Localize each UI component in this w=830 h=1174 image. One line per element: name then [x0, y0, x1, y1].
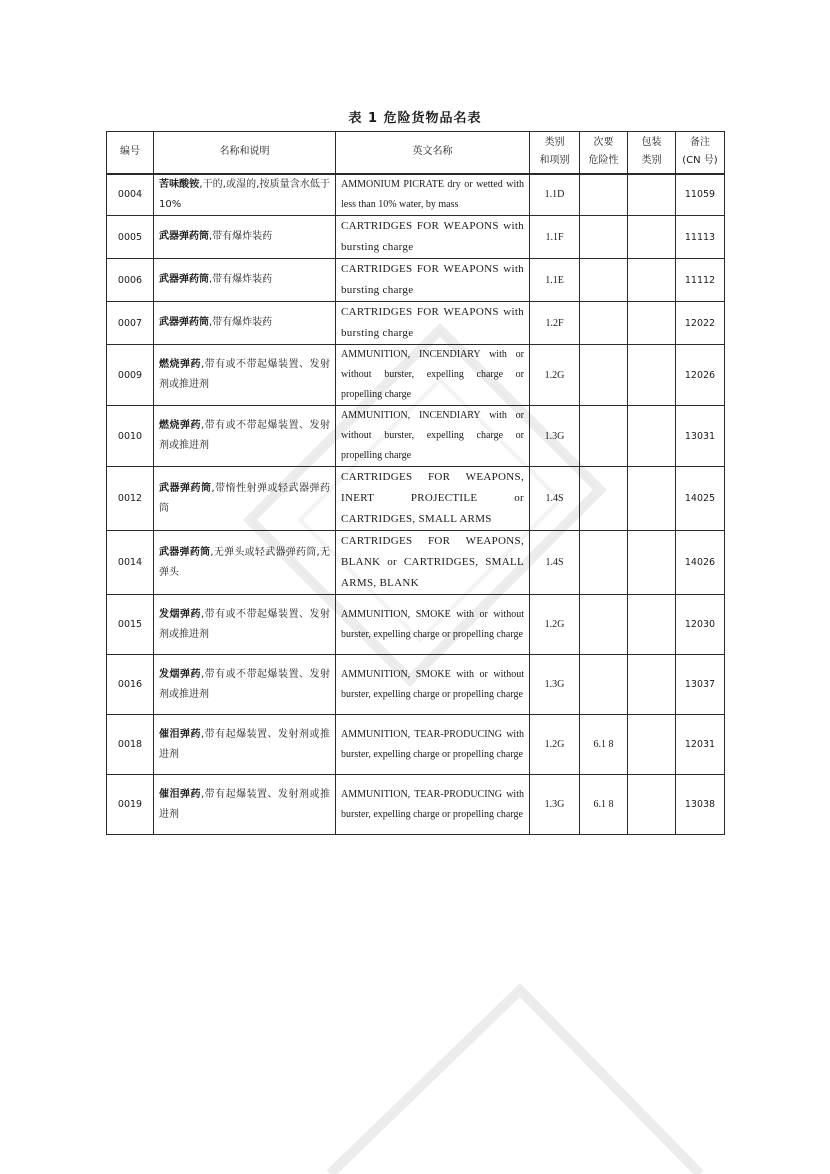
cell-cn-name: 燃烧弹药,带有或不带起爆装置、发射剂或推进剂 [154, 345, 336, 406]
cell-subsidiary [580, 302, 628, 345]
cell-subsidiary [580, 467, 628, 531]
cell-note: 12026 [676, 345, 725, 406]
cell-no: 0016 [107, 655, 154, 715]
cell-note: 12031 [676, 715, 725, 775]
table-row [107, 174, 725, 216]
cell-class: 1.1E [530, 259, 580, 302]
cell-class: 1.3G [530, 655, 580, 715]
cell-no: 0018 [107, 715, 154, 775]
cell-en-name: CARTRIDGES FOR WEAPONS, BLANK or CARTRIDGES, SMALL ARMS, BLANK [336, 531, 530, 595]
table-row [107, 467, 725, 531]
cell-packing [628, 467, 676, 531]
cell-en-name: AMMUNITION, TEAR-PRODUCING with burster, expelling charge or propelling charge [336, 775, 530, 835]
cell-packing [628, 595, 676, 655]
cell-note: 13038 [676, 775, 725, 835]
cell-class: 1.4S [530, 531, 580, 595]
cell-en-name: CARTRIDGES FOR WEAPONS with bursting charge [336, 259, 530, 302]
cell-en-name: CARTRIDGES FOR WEAPONS with bursting charge [336, 302, 530, 345]
cell-subsidiary [580, 406, 628, 467]
table-row [107, 595, 725, 655]
table-row [107, 715, 725, 775]
cell-note: 14025 [676, 467, 725, 531]
cell-subsidiary [580, 216, 628, 259]
cell-cn-name: 武器弹药筒,无弹头或轻武器弹药筒,无弹头 [154, 531, 336, 595]
cell-packing [628, 775, 676, 835]
cell-subsidiary [580, 259, 628, 302]
cell-note: 12022 [676, 302, 725, 345]
cell-subsidiary [580, 595, 628, 655]
cell-no: 0004 [107, 174, 154, 216]
cell-packing [628, 259, 676, 302]
cell-note: 13037 [676, 655, 725, 715]
table-row [107, 655, 725, 715]
cell-class: 1.3G [530, 775, 580, 835]
table-row [107, 531, 725, 595]
cell-subsidiary [580, 174, 628, 216]
table-row [107, 259, 725, 302]
cell-no: 0019 [107, 775, 154, 835]
header-packing: 包装 类别 [628, 132, 676, 174]
cell-cn-name: 武器弹药筒,带有爆炸装药 [154, 259, 336, 302]
cell-en-name: CARTRIDGES FOR WEAPONS with bursting charge [336, 216, 530, 259]
cell-cn-name: 武器弹药筒,带有爆炸装药 [154, 216, 336, 259]
cell-en-name: AMMUNITION, SMOKE with or without burster, expelling charge or propelling charge [336, 655, 530, 715]
cell-class: 1.2F [530, 302, 580, 345]
cell-class: 1.2G [530, 345, 580, 406]
cell-subsidiary [580, 531, 628, 595]
cell-packing [628, 302, 676, 345]
cell-packing [628, 174, 676, 216]
cell-no: 0005 [107, 216, 154, 259]
cell-cn-name: 燃烧弹药,带有或不带起爆装置、发射剂或推进剂 [154, 406, 336, 467]
cell-en-name: CARTRIDGES FOR WEAPONS, INERT PROJECTILE or CARTRIDGES, SMALL ARMS [336, 467, 530, 531]
header-subsidiary: 次要 危险性 [580, 132, 628, 174]
cell-cn-name: 发烟弹药,带有或不带起爆装置、发射剂或推进剂 [154, 655, 336, 715]
cell-en-name: AMMUNITION, INCENDIARY with or without burster, expelling charge or propelling charge [336, 345, 530, 406]
cell-cn-name: 催泪弹药,带有起爆装置、发射剂或推进剂 [154, 775, 336, 835]
cell-note: 12030 [676, 595, 725, 655]
cell-class: 1.1F [530, 216, 580, 259]
table-row [107, 775, 725, 835]
cell-packing [628, 655, 676, 715]
cell-note: 11112 [676, 259, 725, 302]
cell-packing [628, 216, 676, 259]
cell-class: 1.1D [530, 174, 580, 216]
cell-packing [628, 406, 676, 467]
cell-class: 1.4S [530, 467, 580, 531]
cell-note: 11113 [676, 216, 725, 259]
cell-subsidiary [580, 655, 628, 715]
cell-no: 0007 [107, 302, 154, 345]
header-en-name: 英文名称 [336, 132, 530, 174]
cell-class: 1.2G [530, 595, 580, 655]
cell-cn-name: 发烟弹药,带有或不带起爆装置、发射剂或推进剂 [154, 595, 336, 655]
cell-cn-name: 苦味酸铵,干的,或湿的,按质量含水低于 10% [154, 174, 336, 216]
cell-no: 0009 [107, 345, 154, 406]
cell-no: 0012 [107, 467, 154, 531]
cell-class: 1.3G [530, 406, 580, 467]
table-row [107, 216, 725, 259]
cell-packing [628, 531, 676, 595]
header-no: 编号 [107, 132, 154, 174]
cell-en-name: AMMUNITION, TEAR-PRODUCING with burster, expelling charge or propelling charge [336, 715, 530, 775]
cell-en-name: AMMONIUM PICRATE dry or wetted with less than 10% water, by mass [336, 174, 530, 216]
cell-note: 11059 [676, 174, 725, 216]
cell-subsidiary [580, 345, 628, 406]
table-row [107, 302, 725, 345]
cell-packing [628, 715, 676, 775]
header-cn-name: 名称和说明 [154, 132, 336, 174]
cell-note: 14026 [676, 531, 725, 595]
cell-no: 0014 [107, 531, 154, 595]
cell-packing [628, 345, 676, 406]
table-row [107, 345, 725, 406]
cell-no: 0006 [107, 259, 154, 302]
cell-en-name: AMMUNITION, INCENDIARY with or without burster, expelling charge or propelling charge [336, 406, 530, 467]
table-header-row [107, 132, 725, 174]
cell-en-name: AMMUNITION, SMOKE with or without burster, expelling charge or propelling charge [336, 595, 530, 655]
table-row [107, 406, 725, 467]
cell-cn-name: 武器弹药筒,带惰性射弹或轻武器弹药筒 [154, 467, 336, 531]
cell-class: 1.2G [530, 715, 580, 775]
dangerous-goods-table [106, 131, 725, 835]
header-note: 备注 (CN 号) [676, 132, 725, 174]
cell-note: 13031 [676, 406, 725, 467]
cell-cn-name: 武器弹药筒,带有爆炸装药 [154, 302, 336, 345]
header-class: 类别 和项别 [530, 132, 580, 174]
cell-no: 0010 [107, 406, 154, 467]
cell-subsidiary: 6.1 8 [580, 775, 628, 835]
table-title: 表 1 危险货物品名表 [348, 111, 482, 126]
cell-cn-name: 催泪弹药,带有起爆装置、发射剂或推进剂 [154, 715, 336, 775]
cell-no: 0015 [107, 595, 154, 655]
cell-subsidiary: 6.1 8 [580, 715, 628, 775]
